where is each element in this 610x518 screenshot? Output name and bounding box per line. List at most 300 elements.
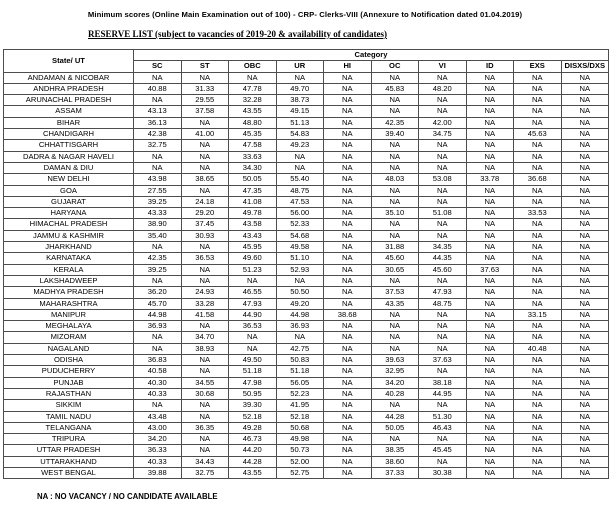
column-header: ID [466, 61, 514, 72]
score-cell: NA [514, 242, 562, 253]
document-title: Minimum scores (Online Main Examination out of 100) - CRP- Clerks-VIII (Annexure to Notification dated 01.04.2019) [87, 10, 523, 19]
table-row [4, 174, 609, 185]
score-cell: 49.98 [276, 434, 324, 445]
table-row [4, 377, 609, 388]
table-body [4, 72, 609, 479]
score-cell: 38.60 [371, 456, 419, 467]
score-cell: 24.93 [181, 287, 229, 298]
score-cell: 33.28 [181, 298, 229, 309]
score-cell: 39.40 [371, 129, 419, 140]
score-cell: 39.30 [229, 400, 277, 411]
score-cell: NA [561, 445, 609, 456]
score-cell: 40.30 [134, 377, 182, 388]
state-name-cell: ANDAMAN & NICOBAR [4, 72, 134, 83]
score-cell: NA [181, 264, 229, 275]
score-cell: NA [466, 242, 514, 253]
score-cell: NA [324, 140, 372, 151]
score-cell: NA [371, 275, 419, 286]
score-cell: 48.80 [229, 117, 277, 128]
score-cell: 43.58 [229, 219, 277, 230]
score-cell: 35.40 [134, 230, 182, 241]
score-cell: NA [466, 117, 514, 128]
score-cell: NA [514, 366, 562, 377]
score-cell: NA [466, 140, 514, 151]
score-cell: NA [419, 400, 467, 411]
score-cell: NA [514, 151, 562, 162]
score-cell: 50.05 [371, 422, 419, 433]
score-cell: NA [324, 434, 372, 445]
state-name-cell: MAHARASHTRA [4, 298, 134, 309]
score-cell: NA [561, 264, 609, 275]
score-cell: 37.33 [371, 467, 419, 478]
score-cell: NA [466, 467, 514, 478]
column-header: OBC [229, 61, 277, 72]
table-row [4, 411, 609, 422]
score-cell: 40.33 [134, 388, 182, 399]
score-cell: 51.10 [276, 253, 324, 264]
table-row [4, 83, 609, 94]
score-cell: NA [466, 321, 514, 332]
score-cell: 38.35 [371, 445, 419, 456]
score-cell: 46.55 [229, 287, 277, 298]
score-cell: 43.55 [229, 467, 277, 478]
score-cell: 37.63 [466, 264, 514, 275]
score-cell: NA [561, 343, 609, 354]
score-cell: 50.05 [229, 174, 277, 185]
score-cell: 47.78 [229, 83, 277, 94]
score-cell: 43.00 [134, 422, 182, 433]
score-cell: NA [466, 377, 514, 388]
reserve-list-heading: RESERVE LIST (subject to vacancies of 2019-20 & availability of candidates) [88, 29, 388, 39]
score-cell: NA [181, 445, 229, 456]
score-cell: 49.15 [276, 106, 324, 117]
score-cell: NA [419, 140, 467, 151]
score-cell: NA [324, 456, 372, 467]
score-cell: NA [466, 422, 514, 433]
score-cell: NA [324, 343, 372, 354]
score-cell: 45.83 [371, 83, 419, 94]
score-cell: 42.00 [419, 117, 467, 128]
state-name-cell: BIHAR [4, 117, 134, 128]
score-cell: NA [371, 230, 419, 241]
score-cell: 56.00 [276, 208, 324, 219]
score-cell: NA [229, 343, 277, 354]
table-row [4, 106, 609, 117]
state-name-cell: TELANGANA [4, 422, 134, 433]
score-cell: NA [514, 72, 562, 83]
table-row [4, 219, 609, 230]
score-cell: NA [466, 162, 514, 173]
score-cell: NA [181, 434, 229, 445]
score-cell: NA [324, 287, 372, 298]
score-cell: NA [514, 321, 562, 332]
score-cell: NA [561, 467, 609, 478]
score-cell: NA [514, 355, 562, 366]
table-row [4, 287, 609, 298]
score-cell: NA [324, 332, 372, 343]
score-cell: NA [466, 400, 514, 411]
score-cell: NA [466, 83, 514, 94]
score-cell: NA [514, 467, 562, 478]
score-cell: 43.48 [134, 411, 182, 422]
table-row [4, 355, 609, 366]
score-cell: NA [466, 72, 514, 83]
table-row [4, 388, 609, 399]
score-cell: NA [324, 242, 372, 253]
score-cell: NA [371, 400, 419, 411]
score-cell: 48.20 [419, 83, 467, 94]
score-cell: NA [561, 287, 609, 298]
score-cell: NA [181, 355, 229, 366]
score-cell: NA [419, 106, 467, 117]
score-cell: 46.73 [229, 434, 277, 445]
state-name-cell: TAMIL NADU [4, 411, 134, 422]
column-header: OC [371, 61, 419, 72]
score-cell: 31.88 [371, 242, 419, 253]
state-ut-header: State/ UT [4, 50, 134, 73]
score-cell: NA [561, 366, 609, 377]
score-cell: 43.43 [229, 230, 277, 241]
score-cell: NA [181, 185, 229, 196]
score-cell: NA [371, 196, 419, 207]
score-cell: NA [561, 321, 609, 332]
score-cell: NA [324, 106, 372, 117]
score-cell: NA [324, 264, 372, 275]
score-cell: NA [466, 253, 514, 264]
state-name-cell: MEGHALAYA [4, 321, 134, 332]
score-cell: NA [324, 129, 372, 140]
score-cell: 24.18 [181, 196, 229, 207]
score-cell: NA [514, 456, 562, 467]
score-cell: NA [514, 185, 562, 196]
score-cell: NA [419, 151, 467, 162]
table-row [4, 162, 609, 173]
score-cell: NA [371, 309, 419, 320]
table-row [4, 332, 609, 343]
score-cell: NA [466, 343, 514, 354]
score-cell: 34.30 [229, 162, 277, 173]
score-cell: 36.68 [514, 174, 562, 185]
score-cell: 45.35 [229, 129, 277, 140]
score-cell: NA [419, 95, 467, 106]
score-cell: 34.43 [181, 456, 229, 467]
score-cell: NA [134, 242, 182, 253]
score-cell: NA [561, 72, 609, 83]
score-cell: NA [419, 434, 467, 445]
score-cell: NA [466, 219, 514, 230]
score-cell: NA [324, 388, 372, 399]
score-cell: NA [276, 72, 324, 83]
score-cell: 39.25 [134, 264, 182, 275]
score-cell: NA [466, 434, 514, 445]
score-cell: 49.60 [229, 253, 277, 264]
score-cell: 36.13 [134, 117, 182, 128]
score-cell: 50.50 [276, 287, 324, 298]
score-cell: NA [371, 434, 419, 445]
score-cell: 56.05 [276, 377, 324, 388]
score-cell: 34.35 [419, 242, 467, 253]
score-cell: 47.35 [229, 185, 277, 196]
table-row [4, 366, 609, 377]
score-cell: 37.53 [371, 287, 419, 298]
score-cell: NA [561, 219, 609, 230]
score-cell: 38.65 [181, 174, 229, 185]
score-cell: 34.20 [371, 377, 419, 388]
score-cell: NA [324, 445, 372, 456]
score-cell: NA [561, 377, 609, 388]
score-cell: 41.00 [181, 129, 229, 140]
score-cell: NA [371, 185, 419, 196]
score-cell: NA [561, 355, 609, 366]
score-cell: 30.68 [181, 388, 229, 399]
table-row [4, 185, 609, 196]
column-header: EXS [514, 61, 562, 72]
score-cell: NA [561, 106, 609, 117]
score-cell: NA [324, 162, 372, 173]
score-cell: 44.98 [134, 309, 182, 320]
state-name-cell: GUJARAT [4, 196, 134, 207]
state-name-cell: HIMACHAL PRADESH [4, 219, 134, 230]
score-cell: NA [561, 185, 609, 196]
score-cell: 34.75 [419, 129, 467, 140]
score-cell: NA [514, 287, 562, 298]
score-cell: NA [276, 162, 324, 173]
score-cell: NA [324, 230, 372, 241]
score-cell: NA [324, 411, 372, 422]
table-row [4, 117, 609, 128]
score-cell: 49.78 [229, 208, 277, 219]
table-row [4, 196, 609, 207]
score-cell: NA [466, 275, 514, 286]
score-cell: NA [514, 196, 562, 207]
table-row [4, 422, 609, 433]
score-cell: 47.98 [229, 377, 277, 388]
score-cell: 36.93 [276, 321, 324, 332]
score-cell: 44.35 [419, 253, 467, 264]
score-cell: 33.63 [229, 151, 277, 162]
table-row [4, 456, 609, 467]
score-cell: NA [371, 162, 419, 173]
score-cell: 47.93 [229, 298, 277, 309]
table-row [4, 309, 609, 320]
table-row [4, 151, 609, 162]
score-cell: NA [514, 400, 562, 411]
score-cell: NA [561, 434, 609, 445]
score-cell: NA [134, 343, 182, 354]
score-cell: NA [371, 72, 419, 83]
score-cell: NA [181, 162, 229, 173]
score-cell: NA [181, 242, 229, 253]
score-cell: 36.83 [134, 355, 182, 366]
score-cell: NA [181, 275, 229, 286]
score-cell: NA [561, 309, 609, 320]
table-row [4, 467, 609, 478]
state-name-cell: UTTAR PRADESH [4, 445, 134, 456]
table-row [4, 264, 609, 275]
score-cell: NA [466, 388, 514, 399]
score-cell: NA [561, 162, 609, 173]
table-row [4, 208, 609, 219]
score-cell: NA [561, 208, 609, 219]
score-cell: 48.75 [419, 298, 467, 309]
score-cell: NA [181, 400, 229, 411]
score-cell: NA [466, 309, 514, 320]
na-legend: NA : NO VACANCY / NO CANDIDATE AVAILABLE [37, 492, 218, 502]
score-cell: 47.58 [229, 140, 277, 151]
score-cell: 53.08 [419, 174, 467, 185]
score-cell: NA [561, 129, 609, 140]
score-cell: 46.43 [419, 422, 467, 433]
column-header: DISXS/DXS [561, 61, 609, 72]
score-cell: NA [134, 72, 182, 83]
score-cell: NA [514, 117, 562, 128]
table-row [4, 129, 609, 140]
score-cell: 44.90 [229, 309, 277, 320]
score-cell: NA [419, 162, 467, 173]
score-cell: NA [134, 162, 182, 173]
score-cell: 39.25 [134, 196, 182, 207]
score-cell: NA [561, 388, 609, 399]
score-cell: 34.70 [181, 332, 229, 343]
score-cell: NA [134, 95, 182, 106]
state-name-cell: MADHYA PRADESH [4, 287, 134, 298]
score-cell: NA [371, 321, 419, 332]
column-header: HI [324, 61, 372, 72]
score-cell: NA [466, 95, 514, 106]
score-cell: 35.10 [371, 208, 419, 219]
score-cell: NA [324, 355, 372, 366]
score-cell: 47.93 [419, 287, 467, 298]
score-cell: 50.83 [276, 355, 324, 366]
score-cell: NA [561, 275, 609, 286]
score-cell: 52.33 [276, 219, 324, 230]
score-cell: 49.50 [229, 355, 277, 366]
state-name-cell: PUNJAB [4, 377, 134, 388]
score-cell: 36.53 [229, 321, 277, 332]
score-cell: NA [514, 230, 562, 241]
score-cell: 30.93 [181, 230, 229, 241]
score-cell: 38.93 [181, 343, 229, 354]
score-cell: NA [419, 366, 467, 377]
score-cell: 31.33 [181, 83, 229, 94]
score-cell: 51.08 [419, 208, 467, 219]
score-cell: NA [324, 208, 372, 219]
score-cell: 52.75 [276, 467, 324, 478]
score-cell: NA [514, 95, 562, 106]
state-name-cell: MANIPUR [4, 309, 134, 320]
score-cell: NA [514, 219, 562, 230]
score-cell: NA [561, 422, 609, 433]
state-name-cell: KERALA [4, 264, 134, 275]
score-cell: NA [561, 95, 609, 106]
table-row [4, 242, 609, 253]
score-cell: 42.75 [276, 343, 324, 354]
score-cell: NA [561, 253, 609, 264]
score-cell: NA [419, 275, 467, 286]
score-cell: 37.58 [181, 106, 229, 117]
score-cell: NA [324, 321, 372, 332]
score-cell: 36.53 [181, 253, 229, 264]
category-group-header: Category [134, 50, 609, 61]
state-name-cell: PUDUCHERRY [4, 366, 134, 377]
score-cell: NA [419, 196, 467, 207]
score-cell: NA [514, 377, 562, 388]
score-cell: NA [466, 208, 514, 219]
score-cell: NA [371, 219, 419, 230]
score-cell: 42.38 [134, 129, 182, 140]
score-cell: NA [514, 422, 562, 433]
score-cell: NA [419, 219, 467, 230]
state-name-cell: ASSAM [4, 106, 134, 117]
score-cell: NA [324, 253, 372, 264]
state-name-cell: DADRA & NAGAR HAVELI [4, 151, 134, 162]
score-cell: 41.58 [181, 309, 229, 320]
score-cell: NA [466, 230, 514, 241]
table-row [4, 434, 609, 445]
score-cell: 40.33 [134, 456, 182, 467]
score-cell: NA [561, 230, 609, 241]
state-name-cell: CHHATTISGARH [4, 140, 134, 151]
score-cell: 32.75 [181, 467, 229, 478]
state-name-cell: KARNATAKA [4, 253, 134, 264]
score-cell: NA [371, 151, 419, 162]
score-cell: 36.35 [181, 422, 229, 433]
score-cell: 44.98 [276, 309, 324, 320]
score-cell: 50.95 [229, 388, 277, 399]
score-cell: NA [324, 174, 372, 185]
score-cell: 39.63 [371, 355, 419, 366]
score-cell: NA [419, 321, 467, 332]
score-cell: NA [276, 151, 324, 162]
score-cell: 45.70 [134, 298, 182, 309]
table-row [4, 445, 609, 456]
score-cell: NA [561, 298, 609, 309]
score-cell: 55.40 [276, 174, 324, 185]
score-cell: NA [466, 445, 514, 456]
score-cell: NA [561, 332, 609, 343]
score-cell: NA [134, 332, 182, 343]
score-cell: 40.48 [514, 343, 562, 354]
state-name-cell: DAMAN & DIU [4, 162, 134, 173]
score-cell: NA [466, 151, 514, 162]
score-cell: 47.53 [276, 196, 324, 207]
score-cell: NA [229, 332, 277, 343]
score-cell: NA [466, 185, 514, 196]
score-cell: NA [134, 275, 182, 286]
score-cell: NA [371, 95, 419, 106]
score-cell: NA [514, 445, 562, 456]
score-cell: NA [324, 117, 372, 128]
score-cell: 45.60 [371, 253, 419, 264]
score-cell: 27.55 [134, 185, 182, 196]
score-cell: NA [324, 422, 372, 433]
score-cell: 43.55 [229, 106, 277, 117]
score-cell: 48.03 [371, 174, 419, 185]
score-cell: 43.98 [134, 174, 182, 185]
state-name-cell: RAJASTHAN [4, 388, 134, 399]
score-cell: NA [514, 298, 562, 309]
state-name-cell: LAKSHADWEEP [4, 275, 134, 286]
score-cell: NA [324, 196, 372, 207]
score-cell: NA [181, 151, 229, 162]
score-cell: NA [514, 411, 562, 422]
table-row [4, 400, 609, 411]
score-cell: 49.58 [276, 242, 324, 253]
score-cell: NA [324, 72, 372, 83]
state-name-cell: MIZORAM [4, 332, 134, 343]
score-cell: NA [514, 434, 562, 445]
score-cell: 29.55 [181, 95, 229, 106]
